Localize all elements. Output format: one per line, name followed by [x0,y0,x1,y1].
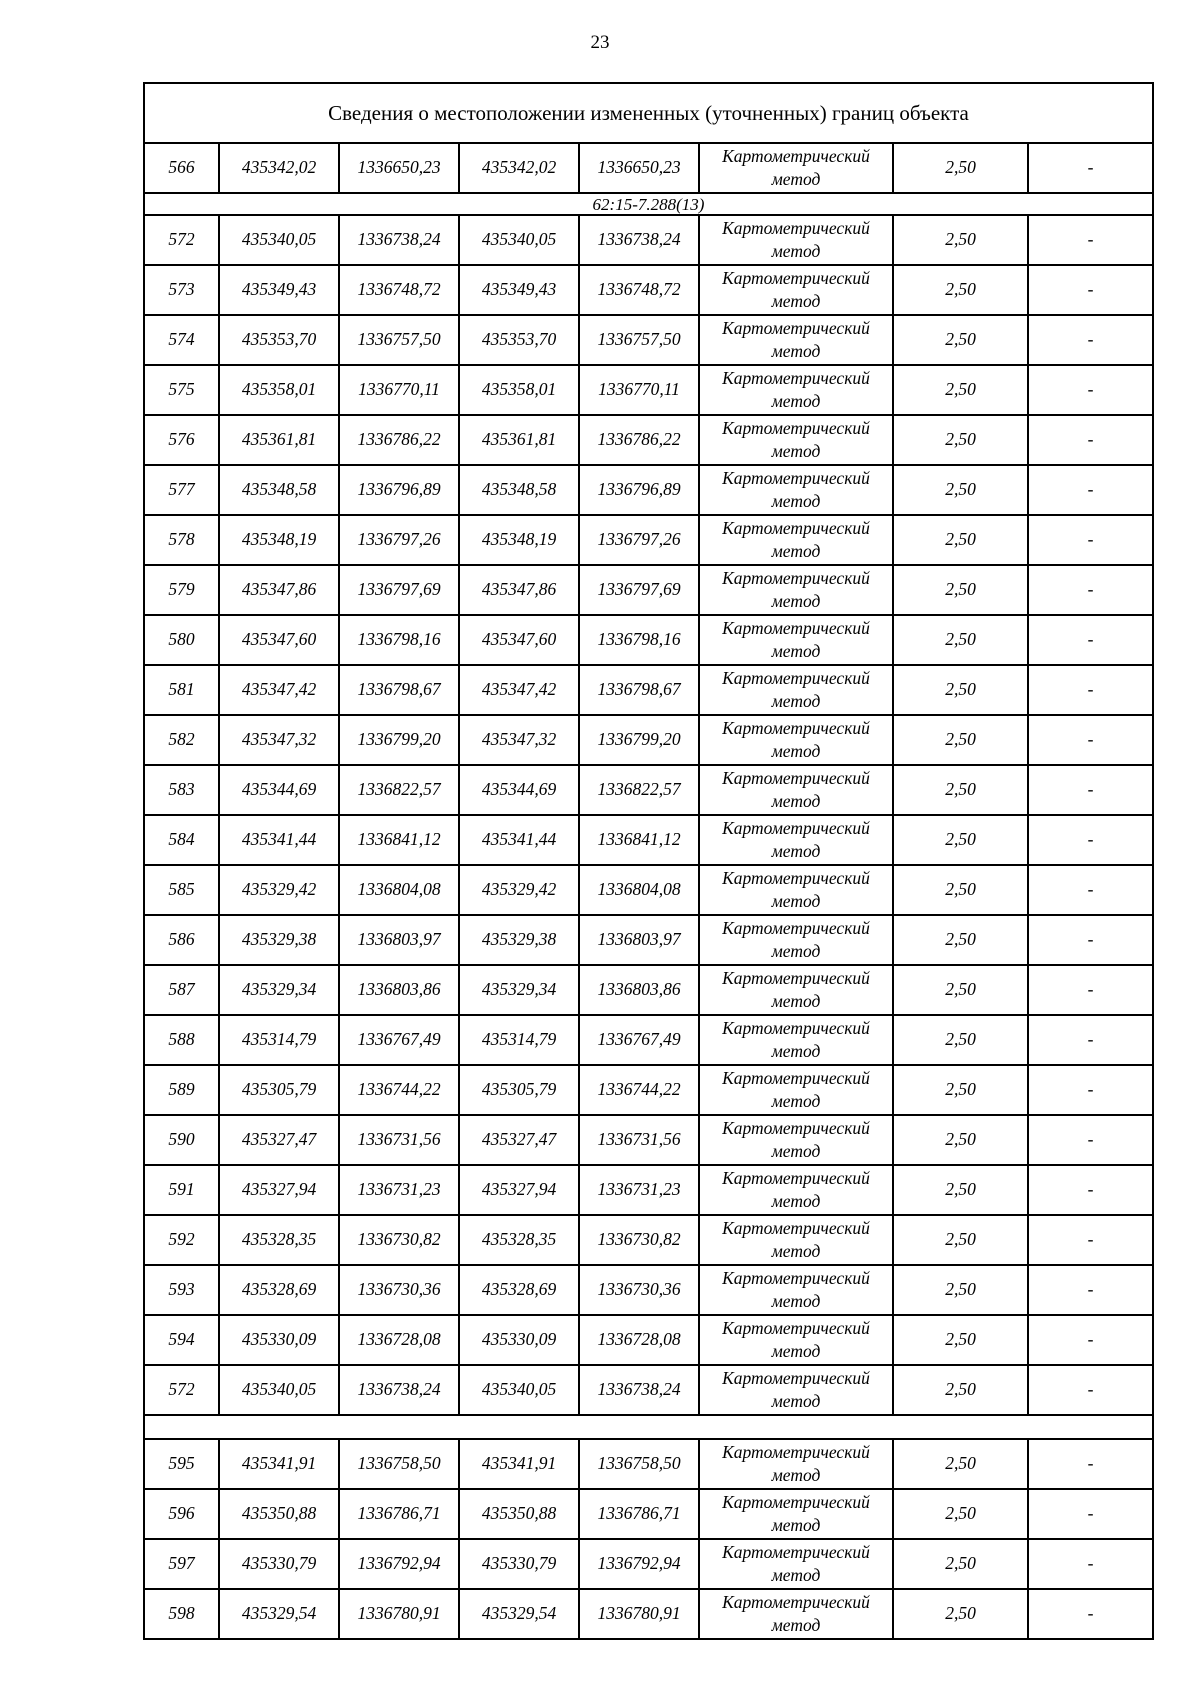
x-old-cell: 435328,35 [219,1215,339,1265]
y-new-cell: 1336758,50 [579,1439,699,1489]
y-old-cell: 1336767,49 [339,1015,459,1065]
note-cell: - [1028,565,1153,615]
section-label: 62:15-7.288(13) [144,193,1153,215]
point-number-cell: 583 [144,765,219,815]
precision-cell: 2,50 [893,1589,1028,1639]
x-new-cell: 435347,86 [459,565,579,615]
point-number-cell: 594 [144,1315,219,1365]
note-cell: - [1028,665,1153,715]
y-old-cell: 1336803,97 [339,915,459,965]
section-spacer-row [144,1415,1153,1439]
y-new-cell: 1336738,24 [579,1365,699,1415]
y-new-cell: 1336650,23 [579,143,699,193]
x-new-cell: 435329,38 [459,915,579,965]
x-old-cell: 435341,44 [219,815,339,865]
x-new-cell: 435358,01 [459,365,579,415]
method-cell: Картометрический метод [699,1215,893,1265]
precision-cell: 2,50 [893,815,1028,865]
x-old-cell: 435349,43 [219,265,339,315]
note-cell: - [1028,1489,1153,1539]
table-title-row [144,83,1153,143]
section-label [144,1415,1153,1439]
method-cell: Картометрический метод [699,665,893,715]
x-old-cell: 435330,09 [219,1315,339,1365]
x-old-cell: 435327,94 [219,1165,339,1215]
method-cell: Картометрический метод [699,715,893,765]
x-old-cell: 435305,79 [219,1065,339,1115]
table-row [144,365,1153,415]
y-new-cell: 1336798,67 [579,665,699,715]
y-old-cell: 1336803,86 [339,965,459,1015]
precision-cell: 2,50 [893,1165,1028,1215]
page-number: 23 [590,32,610,53]
precision-cell: 2,50 [893,1539,1028,1589]
table-row [144,215,1153,265]
x-new-cell: 435344,69 [459,765,579,815]
method-cell: Картометрический метод [699,615,893,665]
x-new-cell: 435327,94 [459,1165,579,1215]
x-old-cell: 435329,34 [219,965,339,1015]
point-number-cell: 595 [144,1439,219,1489]
note-cell: - [1028,815,1153,865]
note-cell: - [1028,765,1153,815]
point-number-cell: 586 [144,915,219,965]
table-row [144,1265,1153,1315]
note-cell: - [1028,1315,1153,1365]
method-cell: Картометрический метод [699,1589,893,1639]
x-old-cell: 435340,05 [219,1365,339,1415]
method-cell: Картометрический метод [699,815,893,865]
method-cell: Картометрический метод [699,365,893,415]
y-old-cell: 1336730,82 [339,1215,459,1265]
table-row [144,415,1153,465]
note-cell: - [1028,965,1153,1015]
x-old-cell: 435347,42 [219,665,339,715]
note-cell: - [1028,1065,1153,1115]
method-cell: Картометрический метод [699,565,893,615]
note-cell: - [1028,865,1153,915]
y-new-cell: 1336792,94 [579,1539,699,1589]
note-cell: - [1028,715,1153,765]
y-old-cell: 1336780,91 [339,1589,459,1639]
x-old-cell: 435342,02 [219,143,339,193]
table-row [144,1439,1153,1489]
precision-cell: 2,50 [893,1365,1028,1415]
x-old-cell: 435329,38 [219,915,339,965]
method-cell: Картометрический метод [699,265,893,315]
x-old-cell: 435353,70 [219,315,339,365]
y-old-cell: 1336797,26 [339,515,459,565]
y-old-cell: 1336731,56 [339,1115,459,1165]
y-new-cell: 1336731,23 [579,1165,699,1215]
method-cell: Картометрический метод [699,515,893,565]
table-row [144,765,1153,815]
table-row [144,915,1153,965]
point-number-cell: 591 [144,1165,219,1215]
x-old-cell: 435350,88 [219,1489,339,1539]
y-new-cell: 1336770,11 [579,365,699,415]
y-old-cell: 1336758,50 [339,1439,459,1489]
note-cell: - [1028,1165,1153,1215]
y-new-cell: 1336822,57 [579,765,699,815]
x-new-cell: 435348,19 [459,515,579,565]
precision-cell: 2,50 [893,1489,1028,1539]
point-number-cell: 581 [144,665,219,715]
precision-cell: 2,50 [893,765,1028,815]
table-title: Сведения о местоположении измененных (уточненных) границ объекта [144,83,1153,143]
method-cell: Картометрический метод [699,915,893,965]
table-row [144,1539,1153,1589]
note-cell: - [1028,1539,1153,1589]
point-number-cell: 598 [144,1589,219,1639]
y-old-cell: 1336744,22 [339,1065,459,1115]
precision-cell: 2,50 [893,515,1028,565]
point-number-cell: 572 [144,1365,219,1415]
precision-cell: 2,50 [893,1065,1028,1115]
y-new-cell: 1336796,89 [579,465,699,515]
table-row [144,615,1153,665]
table-row [144,1315,1153,1365]
precision-cell: 2,50 [893,615,1028,665]
x-old-cell: 435314,79 [219,1015,339,1065]
table-row [144,865,1153,915]
note-cell: - [1028,215,1153,265]
method-cell: Картометрический метод [699,143,893,193]
note-cell: - [1028,1215,1153,1265]
note-cell: - [1028,915,1153,965]
x-old-cell: 435358,01 [219,365,339,415]
table-row [144,565,1153,615]
x-new-cell: 435341,44 [459,815,579,865]
x-old-cell: 435328,69 [219,1265,339,1315]
precision-cell: 2,50 [893,315,1028,365]
method-cell: Картометрический метод [699,1015,893,1065]
x-new-cell: 435347,42 [459,665,579,715]
precision-cell: 2,50 [893,215,1028,265]
y-new-cell: 1336798,16 [579,615,699,665]
method-cell: Картометрический метод [699,1265,893,1315]
x-old-cell: 435329,54 [219,1589,339,1639]
y-new-cell: 1336804,08 [579,865,699,915]
y-new-cell: 1336730,82 [579,1215,699,1265]
y-new-cell: 1336767,49 [579,1015,699,1065]
y-old-cell: 1336804,08 [339,865,459,915]
table-row [144,815,1153,865]
precision-cell: 2,50 [893,1215,1028,1265]
precision-cell: 2,50 [893,965,1028,1015]
x-new-cell: 435329,34 [459,965,579,1015]
y-old-cell: 1336797,69 [339,565,459,615]
y-old-cell: 1336798,16 [339,615,459,665]
y-new-cell: 1336841,12 [579,815,699,865]
x-old-cell: 435348,58 [219,465,339,515]
precision-cell: 2,50 [893,865,1028,915]
point-number-cell: 575 [144,365,219,415]
table-row [144,1015,1153,1065]
y-old-cell: 1336738,24 [339,215,459,265]
y-old-cell: 1336650,23 [339,143,459,193]
x-new-cell: 435347,60 [459,615,579,665]
x-new-cell: 435330,79 [459,1539,579,1589]
table-row [144,465,1153,515]
method-cell: Картометрический метод [699,965,893,1015]
method-cell: Картометрический метод [699,1165,893,1215]
y-new-cell: 1336786,71 [579,1489,699,1539]
x-new-cell: 435314,79 [459,1015,579,1065]
precision-cell: 2,50 [893,1265,1028,1315]
x-new-cell: 435340,05 [459,1365,579,1415]
method-cell: Картометрический метод [699,765,893,815]
point-number-cell: 592 [144,1215,219,1265]
x-new-cell: 435361,81 [459,415,579,465]
point-number-cell: 566 [144,143,219,193]
table-row [144,515,1153,565]
precision-cell: 2,50 [893,915,1028,965]
x-new-cell: 435328,69 [459,1265,579,1315]
method-cell: Картометрический метод [699,1439,893,1489]
note-cell: - [1028,465,1153,515]
x-new-cell: 435350,88 [459,1489,579,1539]
x-new-cell: 435341,91 [459,1439,579,1489]
table-row [144,665,1153,715]
y-new-cell: 1336738,24 [579,215,699,265]
x-new-cell: 435329,54 [459,1589,579,1639]
note-cell: - [1028,1365,1153,1415]
precision-cell: 2,50 [893,1015,1028,1065]
x-old-cell: 435330,79 [219,1539,339,1589]
y-new-cell: 1336731,56 [579,1115,699,1165]
y-old-cell: 1336796,89 [339,465,459,515]
precision-cell: 2,50 [893,415,1028,465]
y-new-cell: 1336780,91 [579,1589,699,1639]
method-cell: Картометрический метод [699,1115,893,1165]
x-old-cell: 435327,47 [219,1115,339,1165]
y-new-cell: 1336803,86 [579,965,699,1015]
y-old-cell: 1336738,24 [339,1365,459,1415]
y-new-cell: 1336803,97 [579,915,699,965]
y-old-cell: 1336792,94 [339,1539,459,1589]
x-new-cell: 435327,47 [459,1115,579,1165]
table-row [144,143,1153,193]
x-new-cell: 435330,09 [459,1315,579,1365]
x-new-cell: 435349,43 [459,265,579,315]
note-cell: - [1028,143,1153,193]
y-old-cell: 1336730,36 [339,1265,459,1315]
y-old-cell: 1336841,12 [339,815,459,865]
precision-cell: 2,50 [893,565,1028,615]
x-new-cell: 435305,79 [459,1065,579,1115]
table-row [144,1365,1153,1415]
x-new-cell: 435340,05 [459,215,579,265]
table-row [144,1065,1153,1115]
note-cell: - [1028,315,1153,365]
x-new-cell: 435342,02 [459,143,579,193]
precision-cell: 2,50 [893,265,1028,315]
note-cell: - [1028,1589,1153,1639]
point-number-cell: 577 [144,465,219,515]
point-number-cell: 572 [144,215,219,265]
note-cell: - [1028,1115,1153,1165]
y-old-cell: 1336748,72 [339,265,459,315]
y-old-cell: 1336799,20 [339,715,459,765]
method-cell: Картометрический метод [699,215,893,265]
table-row [144,715,1153,765]
x-new-cell: 435348,58 [459,465,579,515]
point-number-cell: 584 [144,815,219,865]
point-number-cell: 596 [144,1489,219,1539]
section-header-row [144,193,1153,215]
point-number-cell: 574 [144,315,219,365]
y-old-cell: 1336728,08 [339,1315,459,1365]
point-number-cell: 579 [144,565,219,615]
note-cell: - [1028,265,1153,315]
table-row [144,965,1153,1015]
x-new-cell: 435347,32 [459,715,579,765]
y-old-cell: 1336822,57 [339,765,459,815]
precision-cell: 2,50 [893,1115,1028,1165]
y-new-cell: 1336786,22 [579,415,699,465]
point-number-cell: 573 [144,265,219,315]
note-cell: - [1028,415,1153,465]
note-cell: - [1028,1265,1153,1315]
precision-cell: 2,50 [893,143,1028,193]
method-cell: Картометрический метод [699,315,893,365]
point-number-cell: 597 [144,1539,219,1589]
point-number-cell: 587 [144,965,219,1015]
method-cell: Картометрический метод [699,1315,893,1365]
y-new-cell: 1336748,72 [579,265,699,315]
method-cell: Картометрический метод [699,1539,893,1589]
x-old-cell: 435341,91 [219,1439,339,1489]
table-row [144,1215,1153,1265]
point-number-cell: 590 [144,1115,219,1165]
point-number-cell: 585 [144,865,219,915]
y-new-cell: 1336797,26 [579,515,699,565]
point-number-cell: 580 [144,615,219,665]
x-old-cell: 435329,42 [219,865,339,915]
x-old-cell: 435344,69 [219,765,339,815]
point-number-cell: 582 [144,715,219,765]
y-old-cell: 1336770,11 [339,365,459,415]
y-new-cell: 1336728,08 [579,1315,699,1365]
note-cell: - [1028,1015,1153,1065]
point-number-cell: 578 [144,515,219,565]
method-cell: Картометрический метод [699,465,893,515]
x-new-cell: 435328,35 [459,1215,579,1265]
method-cell: Картометрический метод [699,865,893,915]
x-old-cell: 435347,60 [219,615,339,665]
y-old-cell: 1336786,22 [339,415,459,465]
point-number-cell: 588 [144,1015,219,1065]
point-number-cell: 576 [144,415,219,465]
table-row [144,315,1153,365]
precision-cell: 2,50 [893,465,1028,515]
y-new-cell: 1336730,36 [579,1265,699,1315]
table-row [144,1489,1153,1539]
note-cell: - [1028,365,1153,415]
method-cell: Картометрический метод [699,1489,893,1539]
table-row [144,1589,1153,1639]
y-old-cell: 1336757,50 [339,315,459,365]
precision-cell: 2,50 [893,665,1028,715]
method-cell: Картометрический метод [699,1365,893,1415]
x-new-cell: 435353,70 [459,315,579,365]
table-row [144,1115,1153,1165]
y-new-cell: 1336797,69 [579,565,699,615]
precision-cell: 2,50 [893,1315,1028,1365]
method-cell: Картометрический метод [699,1065,893,1115]
x-old-cell: 435340,05 [219,215,339,265]
table-row [144,265,1153,315]
y-old-cell: 1336731,23 [339,1165,459,1215]
y-old-cell: 1336798,67 [339,665,459,715]
note-cell: - [1028,515,1153,565]
method-cell: Картометрический метод [699,415,893,465]
x-old-cell: 435347,86 [219,565,339,615]
x-new-cell: 435329,42 [459,865,579,915]
precision-cell: 2,50 [893,365,1028,415]
point-number-cell: 593 [144,1265,219,1315]
x-old-cell: 435348,19 [219,515,339,565]
y-new-cell: 1336757,50 [579,315,699,365]
point-number-cell: 589 [144,1065,219,1115]
precision-cell: 2,50 [893,715,1028,765]
boundary-coordinates-table [143,82,1154,1640]
y-old-cell: 1336786,71 [339,1489,459,1539]
note-cell: - [1028,1439,1153,1489]
precision-cell: 2,50 [893,1439,1028,1489]
note-cell: - [1028,615,1153,665]
x-old-cell: 435347,32 [219,715,339,765]
y-new-cell: 1336744,22 [579,1065,699,1115]
table-row [144,1165,1153,1215]
x-old-cell: 435361,81 [219,415,339,465]
y-new-cell: 1336799,20 [579,715,699,765]
